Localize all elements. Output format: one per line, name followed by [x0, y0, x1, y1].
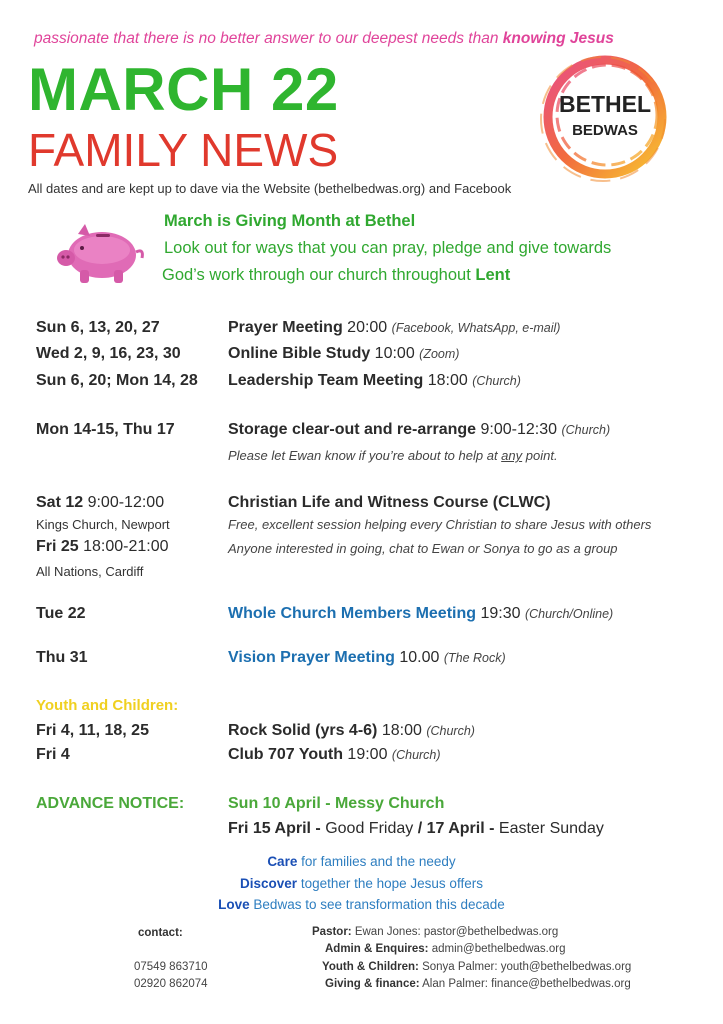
- giving-line-2: Look out for ways that you can pray, pledge and give towards: [164, 239, 612, 257]
- event-date: Wed 2, 9, 16, 23, 30: [36, 345, 181, 362]
- event-date: Tue 22: [36, 605, 86, 622]
- bethel-logo: [535, 52, 675, 182]
- storage-note: Please let Ewan know if you’re about to help at any point.: [228, 448, 558, 463]
- contact-youth: Youth & Children: Sonya Palmer: youth@bethelbedwas.org: [322, 961, 632, 973]
- giving-heading: March is Giving Month at Bethel: [164, 212, 416, 230]
- clwc-date-2: Fri 25 18:00-21:00: [36, 538, 169, 555]
- subtitle-note: All dates and are kept up to dave via the Website (bethelbedwas.org) and Facebook: [28, 181, 512, 196]
- advance-messy-church: Sun 10 April - Messy Church: [228, 795, 445, 812]
- event-date: Mon 14-15, Thu 17: [36, 421, 175, 438]
- giving-line-3: God’s work through our church throughout Lent: [162, 266, 511, 284]
- event-prayer-meeting: Prayer Meeting 20:00 (Facebook, WhatsApp, e-mail): [228, 319, 561, 336]
- clwc-place-2: All Nations, Cardiff: [36, 564, 144, 579]
- event-members-meeting: Whole Church Members Meeting 19:30 (Church/Online): [228, 605, 614, 622]
- clwc-date-1: Sat 12 9:00-12:00: [36, 494, 165, 511]
- clwc-place-1: Kings Church, Newport: [36, 517, 170, 532]
- event-date: Sun 6, 20; Mon 14, 28: [36, 372, 198, 389]
- logo-text-bethel: BETHEL: [559, 91, 651, 117]
- event-online-bible-study: Online Bible Study 10:00 (Zoom): [228, 345, 460, 362]
- mission-love: Love Bedwas to see transformation this decade: [218, 897, 505, 912]
- clwc-title: Christian Life and Witness Course (CLWC): [228, 494, 551, 511]
- event-storage-clearout: Storage clear-out and re-arrange 9:00-12:30 (Church): [228, 421, 611, 438]
- contact-phone-1: 07549 863710: [134, 961, 208, 973]
- tagline: passionate that there is no better answer to our deepest needs than knowing Jesus: [34, 30, 614, 47]
- mission-discover: Discover together the hope Jesus offers: [240, 876, 483, 891]
- contact-label: contact:: [138, 927, 183, 939]
- mission-care: Care for families and the needy: [267, 854, 456, 869]
- event-date: Sun 6, 13, 20, 27: [36, 319, 160, 336]
- logo-text-bedwas: BEDWAS: [572, 122, 638, 139]
- advance-notice-label: ADVANCE NOTICE:: [36, 795, 185, 812]
- tagline-highlight: knowing Jesus: [502, 30, 614, 47]
- event-date: Fri 4, 11, 18, 25: [36, 722, 149, 739]
- event-date: Thu 31: [36, 649, 88, 666]
- event-date: Fri 4: [36, 746, 70, 763]
- title-month: MARCH 22: [28, 56, 339, 123]
- clwc-note-2: Anyone interested in going, chat to Ewan or Sonya to go as a group: [228, 541, 618, 556]
- clwc-note-1: Free, excellent session helping every Christian to share Jesus with others: [228, 517, 652, 532]
- event-leadership-meeting: Leadership Team Meeting 18:00 (Church): [228, 372, 521, 389]
- title-family-news: FAMILY NEWS: [28, 124, 339, 176]
- event-club-707: Club 707 Youth 19:00 (Church): [228, 746, 441, 763]
- youth-heading: Youth and Children:: [36, 697, 179, 714]
- event-vision-prayer: Vision Prayer Meeting 10.00 (The Rock): [228, 649, 506, 666]
- contact-pastor: Pastor: Ewan Jones: pastor@bethelbedwas.org: [312, 926, 559, 938]
- event-rock-solid: Rock Solid (yrs 4-6) 18:00 (Church): [228, 722, 475, 739]
- advance-easter: Fri 15 April - Good Friday / 17 April - Easter Sunday: [228, 820, 604, 837]
- contact-phone-2: 02920 862074: [134, 978, 208, 990]
- contact-admin: Admin & Enquires: admin@bethelbedwas.org: [325, 943, 566, 955]
- contact-finance: Giving & finance: Alan Palmer: finance@bethelbedwas.org: [325, 978, 631, 990]
- piggy-bank-icon: [52, 222, 148, 286]
